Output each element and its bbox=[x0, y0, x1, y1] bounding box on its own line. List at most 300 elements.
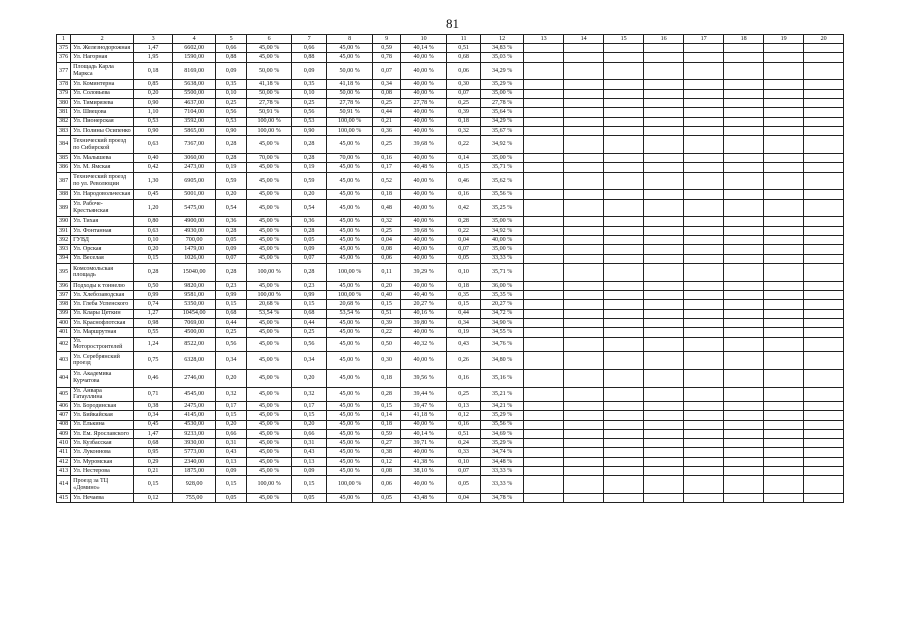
value-cell: 0,08 bbox=[373, 467, 401, 476]
empty-cell bbox=[684, 126, 724, 135]
street-name-cell: Технический проезд по Сибирской bbox=[71, 136, 134, 154]
street-name-cell: ГУВД bbox=[71, 236, 134, 245]
table-row bbox=[57, 153, 844, 162]
value-cell: 0,28 bbox=[134, 263, 173, 281]
value-cell: 0,53 bbox=[134, 117, 173, 126]
empty-cell bbox=[804, 190, 844, 199]
value-cell: 5500,00 bbox=[173, 89, 216, 98]
value-cell: 40,00 % bbox=[401, 420, 447, 429]
empty-cell bbox=[764, 420, 804, 429]
empty-cell bbox=[564, 448, 604, 457]
empty-cell bbox=[724, 351, 764, 369]
empty-cell bbox=[684, 80, 724, 89]
value-cell: 40,14 % bbox=[401, 429, 447, 438]
value-cell: 0,39 bbox=[447, 108, 481, 117]
value-cell: 34,69 % bbox=[481, 429, 524, 438]
value-cell: 0,50 bbox=[373, 337, 401, 351]
value-cell: 0,24 bbox=[447, 439, 481, 448]
value-cell: 50,91 % bbox=[327, 108, 373, 117]
empty-cell bbox=[644, 411, 684, 420]
value-cell: 0,25 bbox=[373, 98, 401, 107]
empty-cell bbox=[644, 337, 684, 351]
empty-cell bbox=[684, 153, 724, 162]
empty-cell bbox=[684, 281, 724, 290]
empty-cell bbox=[764, 136, 804, 154]
value-cell: 0,56 bbox=[292, 337, 327, 351]
empty-cell bbox=[764, 387, 804, 401]
value-cell: 0,15 bbox=[292, 300, 327, 309]
empty-cell bbox=[804, 245, 844, 254]
value-cell: 45,00 % bbox=[247, 44, 292, 53]
value-cell: 15040,00 bbox=[173, 263, 216, 281]
value-cell: 33,33 % bbox=[481, 467, 524, 476]
empty-cell bbox=[724, 53, 764, 62]
value-cell: 0,35 bbox=[216, 80, 247, 89]
value-cell: 0,28 bbox=[216, 226, 247, 235]
value-cell: 70,00 % bbox=[327, 153, 373, 162]
value-cell: 27,78 % bbox=[401, 98, 447, 107]
value-cell: 39,47 % bbox=[401, 401, 447, 410]
street-name-cell: Ул. Нестерова bbox=[71, 467, 134, 476]
value-cell: 0,13 bbox=[447, 401, 481, 410]
empty-cell bbox=[684, 337, 724, 351]
value-cell: 0,33 bbox=[447, 448, 481, 457]
table-row bbox=[57, 476, 844, 494]
value-cell: 0,44 bbox=[216, 318, 247, 327]
table-row bbox=[57, 245, 844, 254]
empty-cell bbox=[684, 318, 724, 327]
empty-cell bbox=[604, 467, 644, 476]
table-header-row bbox=[57, 35, 844, 44]
value-cell: 40,40 % bbox=[401, 291, 447, 300]
empty-cell bbox=[564, 457, 604, 466]
street-name-cell: Ул. Анвара Гатауллина bbox=[71, 387, 134, 401]
empty-cell bbox=[724, 254, 764, 263]
empty-cell bbox=[524, 53, 564, 62]
value-cell: 0,68 bbox=[292, 309, 327, 318]
value-cell: 45,00 % bbox=[247, 337, 292, 351]
value-cell: 0,19 bbox=[447, 328, 481, 337]
value-cell: 100,00 % bbox=[327, 476, 373, 494]
value-cell: 0,15 bbox=[134, 254, 173, 263]
column-header: 2 bbox=[71, 35, 134, 44]
value-cell: 45,00 % bbox=[327, 318, 373, 327]
value-cell: 45,00 % bbox=[327, 199, 373, 217]
empty-cell bbox=[524, 117, 564, 126]
value-cell: 45,00 % bbox=[327, 163, 373, 172]
value-cell: 5865,00 bbox=[173, 126, 216, 135]
value-cell: 0,12 bbox=[373, 457, 401, 466]
empty-cell bbox=[644, 236, 684, 245]
empty-cell bbox=[524, 429, 564, 438]
street-name-cell: Подходы к тоннелю bbox=[71, 281, 134, 290]
empty-cell bbox=[684, 117, 724, 126]
value-cell: 40,00 % bbox=[401, 80, 447, 89]
column-header: 12 bbox=[481, 35, 524, 44]
value-cell: 0,20 bbox=[292, 190, 327, 199]
value-cell: 9820,00 bbox=[173, 281, 216, 290]
value-cell: 27,78 % bbox=[327, 98, 373, 107]
empty-cell bbox=[724, 98, 764, 107]
value-cell: 100,00 % bbox=[247, 117, 292, 126]
empty-cell bbox=[524, 89, 564, 98]
value-cell: 27,78 % bbox=[481, 98, 524, 107]
empty-cell bbox=[764, 439, 804, 448]
value-cell: 0,88 bbox=[216, 53, 247, 62]
empty-cell bbox=[604, 217, 644, 226]
empty-cell bbox=[564, 199, 604, 217]
value-cell: 45,00 % bbox=[247, 236, 292, 245]
street-name-cell: Ул. Хлебозаводская bbox=[71, 291, 134, 300]
value-cell: 0,25 bbox=[292, 328, 327, 337]
table-row bbox=[57, 117, 844, 126]
empty-cell bbox=[684, 420, 724, 429]
value-cell: 0,28 bbox=[292, 263, 327, 281]
empty-cell bbox=[564, 420, 604, 429]
value-cell: 0,80 bbox=[134, 217, 173, 226]
row-number-cell: 410 bbox=[57, 439, 71, 448]
empty-cell bbox=[724, 226, 764, 235]
value-cell: 100,00 % bbox=[327, 126, 373, 135]
empty-cell bbox=[764, 62, 804, 80]
value-cell: 4145,00 bbox=[173, 411, 216, 420]
empty-cell bbox=[804, 494, 844, 503]
row-number-cell: 404 bbox=[57, 369, 71, 387]
column-header: 8 bbox=[327, 35, 373, 44]
row-number-cell: 399 bbox=[57, 309, 71, 318]
value-cell: 100,00 % bbox=[247, 263, 292, 281]
value-cell: 0,35 bbox=[447, 291, 481, 300]
table-row bbox=[57, 439, 844, 448]
value-cell: 40,00 % bbox=[401, 254, 447, 263]
empty-cell bbox=[564, 309, 604, 318]
empty-cell bbox=[644, 439, 684, 448]
value-cell: 0,15 bbox=[373, 401, 401, 410]
empty-cell bbox=[804, 236, 844, 245]
value-cell: 40,00 % bbox=[401, 351, 447, 369]
empty-cell bbox=[764, 328, 804, 337]
empty-cell bbox=[724, 108, 764, 117]
empty-cell bbox=[524, 369, 564, 387]
value-cell: 4930,00 bbox=[173, 226, 216, 235]
data-table bbox=[56, 34, 844, 503]
value-cell: 20,27 % bbox=[481, 300, 524, 309]
value-cell: 100,00 % bbox=[247, 476, 292, 494]
value-cell: 27,78 % bbox=[247, 98, 292, 107]
value-cell: 0,25 bbox=[373, 136, 401, 154]
empty-cell bbox=[724, 62, 764, 80]
empty-cell bbox=[524, 309, 564, 318]
empty-cell bbox=[644, 80, 684, 89]
empty-cell bbox=[804, 351, 844, 369]
empty-cell bbox=[524, 263, 564, 281]
empty-cell bbox=[804, 108, 844, 117]
empty-cell bbox=[644, 291, 684, 300]
empty-cell bbox=[604, 236, 644, 245]
empty-cell bbox=[764, 300, 804, 309]
value-cell: 0,16 bbox=[447, 190, 481, 199]
value-cell: 45,00 % bbox=[247, 429, 292, 438]
empty-cell bbox=[684, 53, 724, 62]
table-row bbox=[57, 62, 844, 80]
empty-cell bbox=[644, 163, 684, 172]
value-cell: 0,28 bbox=[216, 263, 247, 281]
value-cell: 0,36 bbox=[373, 126, 401, 135]
empty-cell bbox=[764, 172, 804, 190]
value-cell: 0,99 bbox=[292, 291, 327, 300]
row-number-cell: 406 bbox=[57, 401, 71, 410]
empty-cell bbox=[644, 467, 684, 476]
value-cell: 0,34 bbox=[216, 351, 247, 369]
empty-cell bbox=[764, 236, 804, 245]
empty-cell bbox=[724, 199, 764, 217]
value-cell: 0,07 bbox=[292, 254, 327, 263]
value-cell: 100,00 % bbox=[247, 126, 292, 135]
empty-cell bbox=[564, 98, 604, 107]
column-header: 17 bbox=[684, 35, 724, 44]
empty-cell bbox=[644, 318, 684, 327]
value-cell: 35,29 % bbox=[481, 80, 524, 89]
empty-cell bbox=[804, 429, 844, 438]
empty-cell bbox=[524, 467, 564, 476]
value-cell: 45,00 % bbox=[327, 494, 373, 503]
empty-cell bbox=[644, 53, 684, 62]
empty-cell bbox=[724, 136, 764, 154]
value-cell: 0,07 bbox=[447, 467, 481, 476]
table-row bbox=[57, 369, 844, 387]
empty-cell bbox=[684, 401, 724, 410]
value-cell: 45,00 % bbox=[247, 172, 292, 190]
empty-cell bbox=[564, 263, 604, 281]
empty-cell bbox=[524, 337, 564, 351]
value-cell: 45,00 % bbox=[247, 245, 292, 254]
value-cell: 0,25 bbox=[447, 387, 481, 401]
empty-cell bbox=[804, 217, 844, 226]
value-cell: 928,00 bbox=[173, 476, 216, 494]
value-cell: 45,00 % bbox=[327, 245, 373, 254]
value-cell: 45,00 % bbox=[247, 254, 292, 263]
table-row bbox=[57, 420, 844, 429]
empty-cell bbox=[564, 172, 604, 190]
value-cell: 0,28 bbox=[373, 387, 401, 401]
empty-cell bbox=[524, 411, 564, 420]
street-name-cell: Ул. Нагорная bbox=[71, 53, 134, 62]
value-cell: 45,00 % bbox=[247, 226, 292, 235]
value-cell: 0,05 bbox=[216, 494, 247, 503]
value-cell: 0,99 bbox=[134, 291, 173, 300]
value-cell: 0,17 bbox=[292, 401, 327, 410]
empty-cell bbox=[644, 387, 684, 401]
value-cell: 0,05 bbox=[216, 236, 247, 245]
empty-cell bbox=[764, 476, 804, 494]
empty-cell bbox=[764, 254, 804, 263]
empty-cell bbox=[564, 291, 604, 300]
value-cell: 0,04 bbox=[447, 494, 481, 503]
value-cell: 0,05 bbox=[447, 254, 481, 263]
value-cell: 755,00 bbox=[173, 494, 216, 503]
value-cell: 1,47 bbox=[134, 44, 173, 53]
street-name-cell: Ул. Моторостроителей bbox=[71, 337, 134, 351]
empty-cell bbox=[684, 263, 724, 281]
empty-cell bbox=[524, 108, 564, 117]
empty-cell bbox=[644, 401, 684, 410]
value-cell: 34,55 % bbox=[481, 328, 524, 337]
value-cell: 20,68 % bbox=[327, 300, 373, 309]
empty-cell bbox=[604, 351, 644, 369]
value-cell: 0,15 bbox=[292, 411, 327, 420]
value-cell: 0,59 bbox=[292, 172, 327, 190]
empty-cell bbox=[604, 309, 644, 318]
empty-cell bbox=[684, 387, 724, 401]
value-cell: 45,00 % bbox=[327, 44, 373, 53]
street-name-cell: Ул. Нечаева bbox=[71, 494, 134, 503]
empty-cell bbox=[524, 80, 564, 89]
empty-cell bbox=[764, 80, 804, 89]
row-number-cell: 378 bbox=[57, 80, 71, 89]
row-number-cell: 408 bbox=[57, 420, 71, 429]
empty-cell bbox=[764, 318, 804, 327]
value-cell: 0,66 bbox=[292, 429, 327, 438]
row-number-cell: 382 bbox=[57, 117, 71, 126]
value-cell: 100,00 % bbox=[327, 117, 373, 126]
value-cell: 45,00 % bbox=[327, 337, 373, 351]
value-cell: 0,56 bbox=[216, 108, 247, 117]
value-cell: 34,92 % bbox=[481, 136, 524, 154]
table-row bbox=[57, 337, 844, 351]
value-cell: 0,07 bbox=[216, 254, 247, 263]
empty-cell bbox=[564, 89, 604, 98]
empty-cell bbox=[564, 217, 604, 226]
empty-cell bbox=[604, 291, 644, 300]
value-cell: 0,15 bbox=[216, 476, 247, 494]
empty-cell bbox=[684, 136, 724, 154]
empty-cell bbox=[764, 411, 804, 420]
value-cell: 100,00 % bbox=[327, 263, 373, 281]
column-header: 6 bbox=[247, 35, 292, 44]
value-cell: 0,20 bbox=[216, 420, 247, 429]
value-cell: 0,75 bbox=[134, 351, 173, 369]
street-name-cell: Ул. Малышева bbox=[71, 153, 134, 162]
value-cell: 0,38 bbox=[134, 401, 173, 410]
column-header: 9 bbox=[373, 35, 401, 44]
empty-cell bbox=[524, 439, 564, 448]
empty-cell bbox=[764, 494, 804, 503]
value-cell: 0,15 bbox=[134, 476, 173, 494]
empty-cell bbox=[564, 62, 604, 80]
value-cell: 0,78 bbox=[373, 53, 401, 62]
row-number-cell: 388 bbox=[57, 190, 71, 199]
value-cell: 0,35 bbox=[292, 80, 327, 89]
empty-cell bbox=[684, 89, 724, 98]
empty-cell bbox=[644, 217, 684, 226]
value-cell: 0,44 bbox=[292, 318, 327, 327]
empty-cell bbox=[644, 126, 684, 135]
value-cell: 8522,00 bbox=[173, 337, 216, 351]
empty-cell bbox=[524, 476, 564, 494]
value-cell: 40,00 % bbox=[401, 153, 447, 162]
empty-cell bbox=[724, 476, 764, 494]
empty-cell bbox=[764, 245, 804, 254]
value-cell: 0,30 bbox=[447, 80, 481, 89]
value-cell: 45,00 % bbox=[327, 226, 373, 235]
value-cell: 0,25 bbox=[216, 328, 247, 337]
empty-cell bbox=[564, 337, 604, 351]
value-cell: 34,80 % bbox=[481, 351, 524, 369]
empty-cell bbox=[604, 136, 644, 154]
column-header: 19 bbox=[764, 35, 804, 44]
empty-cell bbox=[804, 300, 844, 309]
empty-cell bbox=[604, 387, 644, 401]
value-cell: 0,51 bbox=[447, 44, 481, 53]
empty-cell bbox=[684, 190, 724, 199]
value-cell: 3060,00 bbox=[173, 153, 216, 162]
value-cell: 0,15 bbox=[216, 300, 247, 309]
value-cell: 0,22 bbox=[447, 136, 481, 154]
empty-cell bbox=[524, 291, 564, 300]
table-row bbox=[57, 217, 844, 226]
value-cell: 0,27 bbox=[373, 439, 401, 448]
value-cell: 0,10 bbox=[292, 89, 327, 98]
value-cell: 0,68 bbox=[447, 53, 481, 62]
empty-cell bbox=[804, 62, 844, 80]
row-number-cell: 379 bbox=[57, 89, 71, 98]
value-cell: 34,83 % bbox=[481, 44, 524, 53]
value-cell: 0,43 bbox=[216, 448, 247, 457]
row-number-cell: 400 bbox=[57, 318, 71, 327]
value-cell: 40,00 % bbox=[401, 53, 447, 62]
value-cell: 0,18 bbox=[134, 62, 173, 80]
value-cell: 35,00 % bbox=[481, 89, 524, 98]
value-cell: 33,33 % bbox=[481, 254, 524, 263]
value-cell: 0,30 bbox=[373, 351, 401, 369]
value-cell: 0,53 bbox=[292, 117, 327, 126]
value-cell: 40,00 % bbox=[401, 108, 447, 117]
value-cell: 39,44 % bbox=[401, 387, 447, 401]
value-cell: 4900,00 bbox=[173, 217, 216, 226]
empty-cell bbox=[564, 401, 604, 410]
row-number-cell: 375 bbox=[57, 44, 71, 53]
value-cell: 40,00 % bbox=[481, 236, 524, 245]
street-name-cell: Ул. Елькина bbox=[71, 420, 134, 429]
row-number-cell: 402 bbox=[57, 337, 71, 351]
value-cell: 0,59 bbox=[373, 429, 401, 438]
value-cell: 45,00 % bbox=[247, 190, 292, 199]
value-cell: 45,00 % bbox=[327, 351, 373, 369]
street-name-cell: Ул. Маршрутная bbox=[71, 328, 134, 337]
column-header: 20 bbox=[804, 35, 844, 44]
value-cell: 0,34 bbox=[373, 80, 401, 89]
value-cell: 40,00 % bbox=[401, 199, 447, 217]
value-cell: 45,00 % bbox=[247, 217, 292, 226]
empty-cell bbox=[564, 467, 604, 476]
value-cell: 0,22 bbox=[447, 226, 481, 235]
value-cell: 0,71 bbox=[134, 387, 173, 401]
value-cell: 0,40 bbox=[134, 153, 173, 162]
empty-cell bbox=[644, 476, 684, 494]
value-cell: 0,98 bbox=[134, 318, 173, 327]
value-cell: 35,21 % bbox=[481, 387, 524, 401]
empty-cell bbox=[644, 245, 684, 254]
empty-cell bbox=[604, 281, 644, 290]
row-number-cell: 405 bbox=[57, 387, 71, 401]
table-row bbox=[57, 494, 844, 503]
empty-cell bbox=[724, 411, 764, 420]
value-cell: 34,76 % bbox=[481, 337, 524, 351]
empty-cell bbox=[644, 62, 684, 80]
table-row bbox=[57, 351, 844, 369]
empty-cell bbox=[764, 89, 804, 98]
empty-cell bbox=[604, 53, 644, 62]
